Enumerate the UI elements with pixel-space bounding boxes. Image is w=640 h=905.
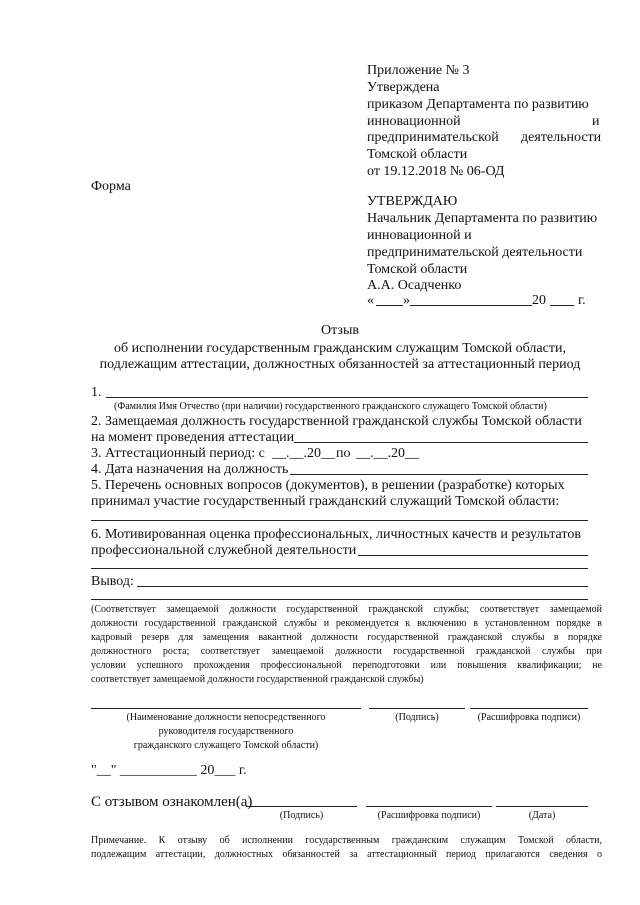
conclusion-note-line-6: соответствует замещаемой должности государственной гражданской службы) (91, 674, 424, 685)
position-caption-2: руководителя государственного (158, 726, 294, 737)
approval-month-line (410, 305, 532, 306)
order-line-1: приказом Департамента по развитию (367, 97, 589, 112)
approval-title: УТВЕРЖДАЮ (367, 194, 458, 209)
order-date: от 19.12.2018 № 06-ОД (367, 164, 505, 179)
order-line-4: Томской области (367, 147, 468, 162)
item-4-label: 4. Дата назначения на должность (91, 462, 289, 477)
fio-caption: (Фамилия Имя Отчество (при наличии) государственного гражданского служащего Томской области) (114, 401, 547, 412)
acquainted-decryption-line (366, 806, 492, 807)
position-caption-3: гражданского служащего Томской области) (133, 740, 319, 751)
manager-signature-caption: (Подпись) (395, 712, 439, 723)
period-po: по (336, 446, 351, 461)
appendix-number: Приложение № 3 (367, 63, 470, 78)
acquainted-decryption-caption: (Расшифровка подписи) (377, 810, 481, 821)
item-2-line-1: 2. Замещаемая должность государственной гражданской службы Томской области (91, 414, 582, 429)
assessment-line-1 (358, 555, 588, 556)
conclusion-note-line-4: должностного роста; соответствует замещаемой должности государственной гражданской службы при (91, 646, 602, 657)
approval-year: 20 (532, 293, 546, 308)
note-line-2: подлежащим аттестации, должностных обязанностей за аттестационный период прилагаются сведения о (91, 849, 602, 860)
item-5-line-1: 5. Перечень основных вопросов (документов), в решении (разработке) которых (91, 478, 565, 493)
manager-decryption-caption: (Расшифровка подписи) (477, 712, 581, 723)
fio-field-line (106, 397, 588, 398)
manager-position-line (91, 708, 361, 709)
conclusion-note-line-1: (Соответствует замещаемой должности государственной гражданской службы; соответствует замещаемой (91, 604, 602, 615)
approval-line-2: инновационной и (367, 228, 472, 243)
order-line-3-right: деятельности (521, 130, 602, 145)
manager-signature-line (369, 708, 465, 709)
item-5-line-2: принимал участие государственный гражданский служащий Томской области: (91, 494, 560, 509)
approval-date-mid: » (403, 293, 410, 308)
period-end: __.__.20__ (356, 446, 419, 461)
form-label: Форма (91, 179, 131, 194)
approval-line-1: Начальник Департамента по развитию (367, 211, 598, 226)
acquainted-signature-caption: (Подпись) (279, 810, 324, 821)
acquainted-date-line (496, 806, 588, 807)
approval-year-line (550, 305, 574, 306)
approval-line-4: Томской области (367, 262, 468, 277)
order-line-2-left: инновационной (367, 114, 461, 129)
conclusion-label: Вывод: (91, 574, 134, 589)
conclusion-note-line-5: условии успешного прохождения профессиональной переподготовки или повышения квалификации; не (91, 660, 602, 671)
approval-year-suffix: г. (578, 293, 586, 308)
item-1-number: 1. (91, 385, 102, 400)
assessment-line-2 (91, 568, 588, 569)
approval-line-3: предпринимательской деятельности (367, 245, 583, 260)
heading-line-2: подлежащим аттестации, должностных обязанностей за аттестационный период (99, 357, 581, 372)
item-3-label: 3. Аттестационный период: с (91, 446, 265, 461)
signature-date-line: "__" ___________ 20___ г. (91, 763, 247, 778)
item-6-line-2: профессиональной служебной деятельности (91, 543, 357, 558)
appointment-date-line (290, 474, 588, 475)
heading-line-1: об исполнении государственным гражданским служащим Томской области, (114, 341, 566, 356)
order-line-3-left: предпринимательской (367, 130, 499, 145)
manager-decryption-line (470, 708, 588, 709)
acquainted-label: С отзывом ознакомлен(а) (91, 794, 253, 810)
page-title: Отзыв (321, 323, 359, 338)
conclusion-note-line-2: должности государственной гражданской службы и рекомендуется к включению в установленном порядке в (91, 618, 602, 629)
documents-field-line (91, 520, 588, 521)
period-start: __.__.20__ (272, 446, 335, 461)
approval-date-open: « (367, 293, 374, 308)
position-caption-1: (Наименование должности непосредственного (126, 712, 326, 723)
conclusion-line-1 (137, 586, 588, 587)
approval-name: А.А. Осадченко (367, 278, 462, 293)
acquainted-date-caption: (Дата) (528, 810, 556, 821)
item-2-line-2: на момент проведения аттестации (91, 430, 295, 445)
order-line-2-right: и (592, 114, 600, 129)
approval-day-line (376, 305, 403, 306)
approved-label: Утверждена (367, 80, 440, 95)
conclusion-note-line-3: кадровый резерв для замещения вакантной должности государственной гражданской службы в порядке (91, 632, 602, 643)
position-field-line (294, 442, 588, 443)
item-6-line-1: 6. Мотивированная оценка профессиональных, личностных качеств и результатов (91, 527, 581, 542)
conclusion-line-2 (91, 599, 588, 600)
note-line-1: Примечание. К отзыву об исполнении государственным гражданским служащим Томской области, (91, 835, 602, 846)
acquainted-signature-line (246, 806, 357, 807)
